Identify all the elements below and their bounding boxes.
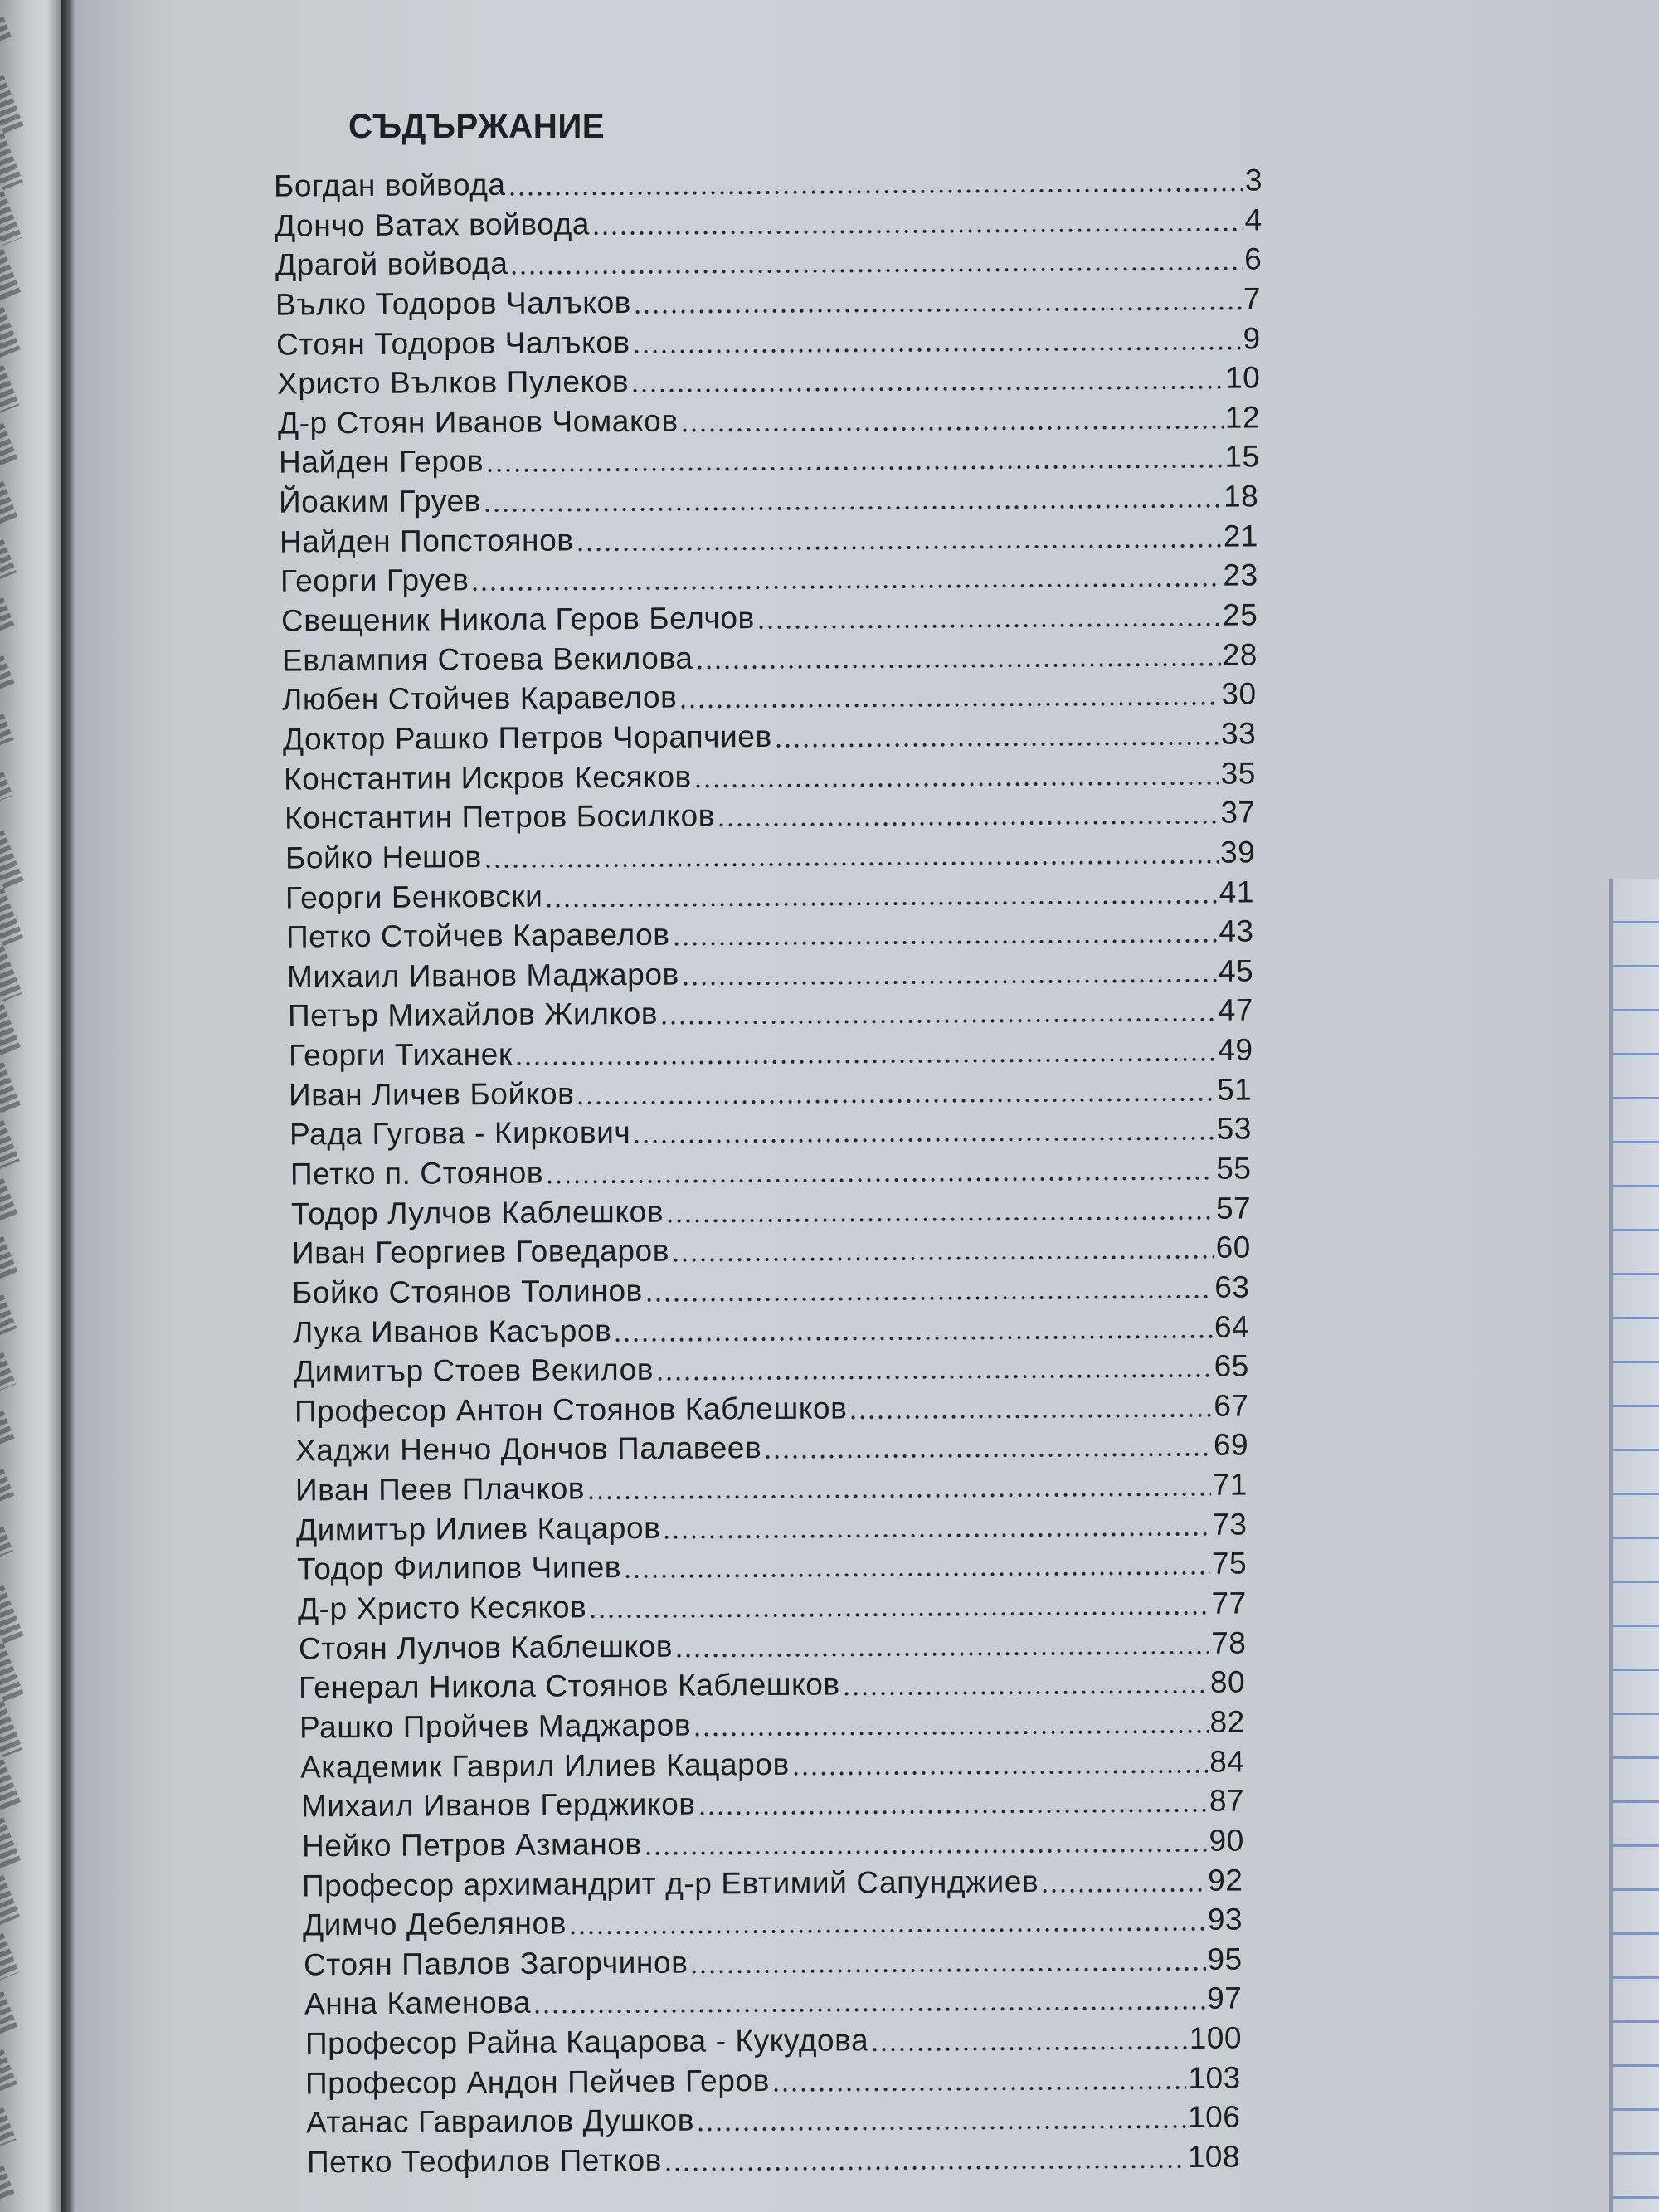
adjacent-page-text-fragment [0,1178,19,1225]
toc-entry [292,1268,1250,1310]
book-page [75,0,1659,2212]
adjacent-page-text-fragment [0,1469,14,1503]
toc-entry-title: Д-р Стоян Иванов Чомаков [277,403,679,441]
toc-entry [282,675,1257,718]
adjacent-page-text-fragment [0,75,24,134]
adjacent-page-text-fragment [0,1120,20,1169]
adjacent-page-text-fragment [0,946,22,1001]
toc-entry [294,1347,1249,1390]
toc-entry [274,161,1262,203]
toc-entry [275,241,1262,283]
dot-leader [470,582,1221,592]
toc-entry-page-number: 15 [1224,439,1260,475]
toc-entry-title: Рашко Пройчев Маджаров [299,1708,692,1745]
dot-leader [674,1649,1209,1658]
toc-entry-title: Д-р Христо Кесяков [297,1590,587,1626]
adjacent-page-text-fragment [0,133,23,190]
toc-entry-title: Професор Райна Кацарова - Кукудова [304,2023,868,2061]
dot-leader [694,661,1220,670]
dot-leader [689,1966,1205,1975]
adjacent-page-text-fragment [0,17,12,48]
adjacent-page-text-fragment [0,1527,13,1559]
toc-entry [289,1110,1252,1152]
dot-leader [696,2124,1186,2132]
toc-entry-title: Константин Петров Босилков [284,798,715,836]
adjacent-page-text-fragment [0,1701,23,1757]
toc-entry [289,1070,1252,1113]
toc-entry-title: Михаил Иванов Герджиков [300,1786,696,1824]
adjacent-page-text-fragment [0,888,23,946]
adjacent-page-text-fragment [0,1236,18,1280]
toc-entry-title: Георги Тиханек [288,1036,513,1073]
toc-entry-page-number: 25 [1222,597,1258,632]
toc-entry-title: Рада Гугова - Киркович [289,1115,631,1152]
toc-entry [278,398,1260,441]
toc-entry-title: Петко Теофилов Петков [306,2142,663,2180]
dot-leader [665,1215,1214,1223]
toc-entry-title: Бойко Нешов [285,839,482,875]
dot-leader [842,1689,1209,1697]
toc-entry [291,1229,1250,1271]
toc-entry-page-number: 103 [1188,2060,1242,2095]
toc-entry-title: Вълко Тодоров Чалъков [275,285,632,322]
dot-leader [693,1729,1208,1737]
toc-entry-title: Свещеник Никола Геров Белчов [280,601,755,638]
dot-leader [485,464,1223,473]
dot-leader [774,741,1219,748]
toc-entry-title: Найден Геров [278,444,484,480]
dot-leader [633,1136,1215,1144]
table-of-contents [75,0,1659,2212]
dot-leader [576,543,1222,552]
toc-entry [296,1505,1248,1547]
toc-entry-title: Любен Стойчев Каравелов [282,680,678,717]
toc-entry-page-number: 87 [1209,1783,1244,1819]
toc-entry-page-number: 9 [1243,320,1261,356]
toc-entry-page-number: 64 [1214,1309,1250,1344]
dot-leader [591,227,1243,236]
toc-entry-title: Атанас Гавраилов Душков [306,2102,695,2140]
bleed-through-mark: ​ [1365,60,1372,162]
toc-entry [285,833,1254,875]
dot-leader [717,820,1219,828]
toc-entry-title: Стоян Павлов Загорчинов [303,1945,688,1982]
adjacent-page-text-fragment [0,1411,15,1448]
adjacent-page-text-fragment [0,539,17,581]
adjacent-page-text-fragment [0,830,24,890]
toc-entry [307,2138,1240,2180]
toc-entry-page-number: 53 [1216,1111,1253,1147]
toc-entry-page-number: 47 [1218,992,1253,1028]
adjacent-page-text-fragment [0,1062,21,1113]
adjacent-page-text-fragment [0,191,22,246]
toc-entry-title: Христо Вълков Пулеков [276,364,630,401]
toc-entry-page-number: 37 [1220,795,1256,830]
dot-leader [587,1492,1212,1501]
toc-entry [295,1466,1248,1508]
toc-entry [278,438,1259,480]
toc-entry [299,1664,1245,1706]
toc-entry-page-number: 12 [1224,400,1260,435]
adjacent-page-text-fragment [0,714,14,748]
toc-entry-page-number: 6 [1243,241,1262,276]
adjacent-page-text-fragment [0,1875,20,1925]
dot-leader [633,305,1242,314]
toc-entry-page-number: 28 [1222,637,1258,672]
dot-leader [663,1532,1211,1540]
dot-leader [645,1294,1214,1303]
dot-leader [545,1176,1214,1185]
toc-entry [280,517,1258,559]
toc-entry-title: Евлампия Стоева Векилова [281,641,693,678]
adjacent-page-text-fragment [0,1294,17,1337]
toc-entry [302,1861,1243,1903]
toc-entry-page-number: 67 [1213,1388,1249,1423]
adjacent-page-text-fragment [0,1004,22,1057]
toc-entry [275,280,1261,322]
toc-entry-title: Генерал Никола Стоянов Каблешков [299,1667,841,1705]
dot-leader [771,2085,1187,2093]
toc-entry-title: Тодор Лулчов Каблешков [290,1194,664,1231]
dot-leader [681,978,1217,987]
toc-entry [283,714,1256,757]
dot-leader [533,2005,1205,2015]
toc-entry-page-number: 95 [1207,1942,1243,1976]
toc-entry-page-number: 71 [1212,1467,1248,1502]
toc-entry-title: Академик Гаврил Илиев Кацаров [299,1747,790,1785]
dot-leader [577,1096,1216,1105]
adjacent-page-text-fragment [0,1933,19,1981]
toc-entry-title: Иван Пеев Плачков [295,1471,586,1508]
toc-entry-page-number: 84 [1209,1744,1245,1779]
toc-entry [281,636,1257,678]
adjacent-page-text-fragment [0,423,18,469]
toc-entry [286,913,1254,955]
toc-entry [304,1980,1243,2022]
toc-entry-page-number: 55 [1216,1151,1252,1186]
toc-entry-page-number: 63 [1214,1269,1250,1304]
toc-entry-title: Иван Георгиев Говедаров [291,1234,669,1270]
dot-leader [483,860,1218,869]
adjacent-page-text-fragment [0,1817,21,1869]
toc-entry-page-number: 21 [1223,519,1259,553]
toc-entry [290,1149,1252,1191]
toc-entry-title: Стоян Тодоров Чалъков [276,324,631,362]
toc-entry [288,1031,1253,1074]
toc-entry [293,1308,1249,1350]
dot-leader [614,1333,1214,1342]
toc-entry-title: Димитър Илиев Кацаров [296,1510,661,1547]
toc-entry-title: Георги Груев [280,563,469,598]
toc-entry-title: Бойко Стоянов Толинов [292,1273,644,1310]
toc-entry [300,1742,1245,1785]
toc-entry-page-number: 108 [1187,2139,1241,2174]
toc-entry-title: Георги Бенковски [285,879,543,915]
book-gutter [61,0,75,2212]
dot-leader [623,1571,1210,1579]
toc-entry [281,596,1258,638]
toc-entry-title: Анна Каменова [304,1985,532,2021]
toc-entry-page-number: 65 [1214,1348,1249,1383]
toc-entry [287,952,1253,994]
adjacent-page-text-fragment [0,307,21,358]
dot-leader [870,2045,1188,2052]
dot-leader [664,2164,1186,2172]
toc-entry-title: Петър Михайлов Жилков [287,996,659,1033]
toc-entry-title: Тодор Филипов Чипев [296,1550,622,1586]
page-title: СЪДЪРЖАНИЕ [348,106,606,145]
toc-entry-page-number: 4 [1244,202,1262,237]
toc-entry [306,2098,1241,2141]
adjacent-page-text-fragment [0,481,17,524]
toc-entry-title: Йоаким Груев [279,484,482,519]
toc-entry [301,1821,1243,1864]
adjacent-page-text-fragment [0,1352,16,1392]
toc-entry-title: Константин Искров Кесяков [283,759,692,797]
toc-entry-page-number: 75 [1211,1546,1248,1581]
toc-entry [305,2059,1241,2101]
toc-entry-page-number: 45 [1218,953,1254,988]
toc-entry [275,201,1262,243]
adjacent-page-text-fragment [0,772,13,803]
toc-entry-title: Нейко Петров Азманов [301,1826,642,1864]
dot-leader [588,1610,1209,1620]
dot-leader [659,1017,1217,1026]
adjacent-page-text-fragment [0,2107,17,2148]
toc-entry [284,754,1256,797]
toc-entry-title: Дончо Ватах войвода [274,206,590,243]
toc-entry [304,2020,1241,2062]
toc-entry-page-number: 78 [1210,1625,1247,1660]
toc-entry [304,1940,1243,1982]
toc-entry-page-number: 51 [1217,1072,1253,1107]
toc-entry [294,1426,1248,1469]
toc-entry-page-number: 77 [1211,1586,1247,1620]
toc-entry-page-number: 106 [1188,2099,1241,2135]
dot-leader [693,780,1219,788]
toc-entry-page-number: 3 [1244,163,1263,197]
adjacent-page-text-fragment [0,1585,25,1646]
toc-entry-title: Професор Андон Пейчев Геров [305,2063,771,2101]
dot-leader [757,622,1221,630]
dot-leader [671,1255,1214,1263]
dot-leader [1041,1887,1207,1893]
toc-entry-title: Иван Личев Бойков [289,1076,575,1113]
toc-entry [277,359,1261,402]
adjacent-page-text-fragment [0,1759,22,1813]
toc-entry-title: Лука Иванов Касъров [293,1313,612,1350]
toc-entry-title: Хаджи Ненчо Дончов Палавеев [294,1430,762,1468]
toc-entry-page-number: 97 [1206,1981,1243,2016]
toc-entry-page-number: 33 [1221,716,1257,751]
dot-leader [545,899,1218,908]
toc-entry-page-number: 41 [1219,874,1255,909]
dot-leader [655,1373,1213,1381]
toc-entry [298,1585,1247,1627]
dot-leader [509,266,1243,275]
toc-entry-page-number: 23 [1223,558,1258,593]
notebook-edge [1609,879,1659,2212]
dot-leader [763,1452,1212,1459]
dot-leader [568,1927,1206,1936]
toc-entry [303,1901,1243,1943]
toc-entry [299,1703,1245,1745]
dot-leader [697,1808,1207,1816]
dot-leader [791,1768,1208,1776]
toc-entry-title: Драгой войвода [275,246,508,282]
adjacent-page-text-fragment [0,1643,24,1702]
toc-entry-page-number: 30 [1221,676,1258,711]
toc-entry-page-number: 39 [1219,835,1255,870]
toc-entry-title: Димчо Дебелянов [303,1906,567,1942]
toc-entry [279,478,1259,520]
toc-entry [301,1782,1244,1825]
dot-leader [849,1413,1212,1420]
dot-leader [672,938,1218,947]
toc-entry-title: Професор архимандрит д-р Евтимий Сапунджиев [302,1864,1039,1903]
dot-leader [508,188,1243,197]
dot-leader [680,424,1224,432]
toc-entry-page-number: 100 [1189,2020,1242,2056]
toc-entry [294,1386,1249,1429]
adjacent-page-text-fragment [0,655,15,692]
dot-leader [513,1057,1216,1066]
toc-entry-title: Богдан войвода [273,167,506,203]
toc-entry [280,557,1258,599]
toc-entry-page-number: 35 [1220,756,1257,791]
toc-entry [298,1624,1246,1666]
toc-entry-page-number: 92 [1208,1863,1243,1898]
dot-leader [679,701,1220,709]
toc-entry-title: Петко п. Стоянов [289,1155,544,1191]
toc-entry-title: Доктор Рашко Петров Чорапчиев [283,719,773,757]
toc-entry [297,1545,1247,1587]
toc-entry-title: Петко Стойчев Каравелов [286,917,670,954]
adjacent-page-text-fragment [0,249,22,302]
toc-entry-page-number: 10 [1225,360,1261,395]
toc-entry [288,992,1253,1034]
toc-entry-page-number: 93 [1207,1902,1243,1937]
dot-leader [483,504,1222,513]
dot-leader [643,1848,1207,1856]
toc-entry [276,319,1261,362]
toc-entry-page-number: 82 [1209,1704,1246,1739]
toc-entry [291,1189,1251,1231]
dot-leader [630,385,1224,393]
adjacent-page-text-fragment [0,2166,16,2204]
toc-entry-page-number: 49 [1217,1032,1253,1067]
toc-entry-page-number: 18 [1224,479,1259,514]
toc-entry-title: Найден Попстоянов [280,523,574,559]
toc-entry [285,794,1256,836]
adjacent-page-text-fragment [0,1991,18,2036]
toc-entry-title: Професор Антон Стоянов Каблешков [294,1391,848,1429]
toc-entry [285,873,1254,915]
adjacent-page-edge [0,0,66,2212]
toc-entry-title: Димитър Стоев Векилов [293,1352,654,1389]
adjacent-page-text-fragment [0,597,16,636]
toc-entry-page-number: 7 [1243,281,1262,316]
dot-leader [632,345,1242,353]
toc-entry-page-number: 80 [1210,1664,1246,1700]
toc-entry-page-number: 60 [1215,1230,1251,1264]
toc-entry-page-number: 90 [1209,1823,1244,1858]
toc-entry-page-number: 57 [1215,1191,1252,1225]
toc-entry-page-number: 43 [1219,914,1254,948]
toc-entry-title: Михаил Иванов Маджаров [286,957,679,994]
toc-entry-title: Стоян Лулчов Каблешков [298,1629,673,1666]
toc-entry-page-number: 73 [1212,1507,1248,1542]
toc-entry-page-number: 69 [1213,1427,1248,1463]
adjacent-page-text-fragment [0,2049,17,2092]
adjacent-page-text-fragment [0,365,19,413]
